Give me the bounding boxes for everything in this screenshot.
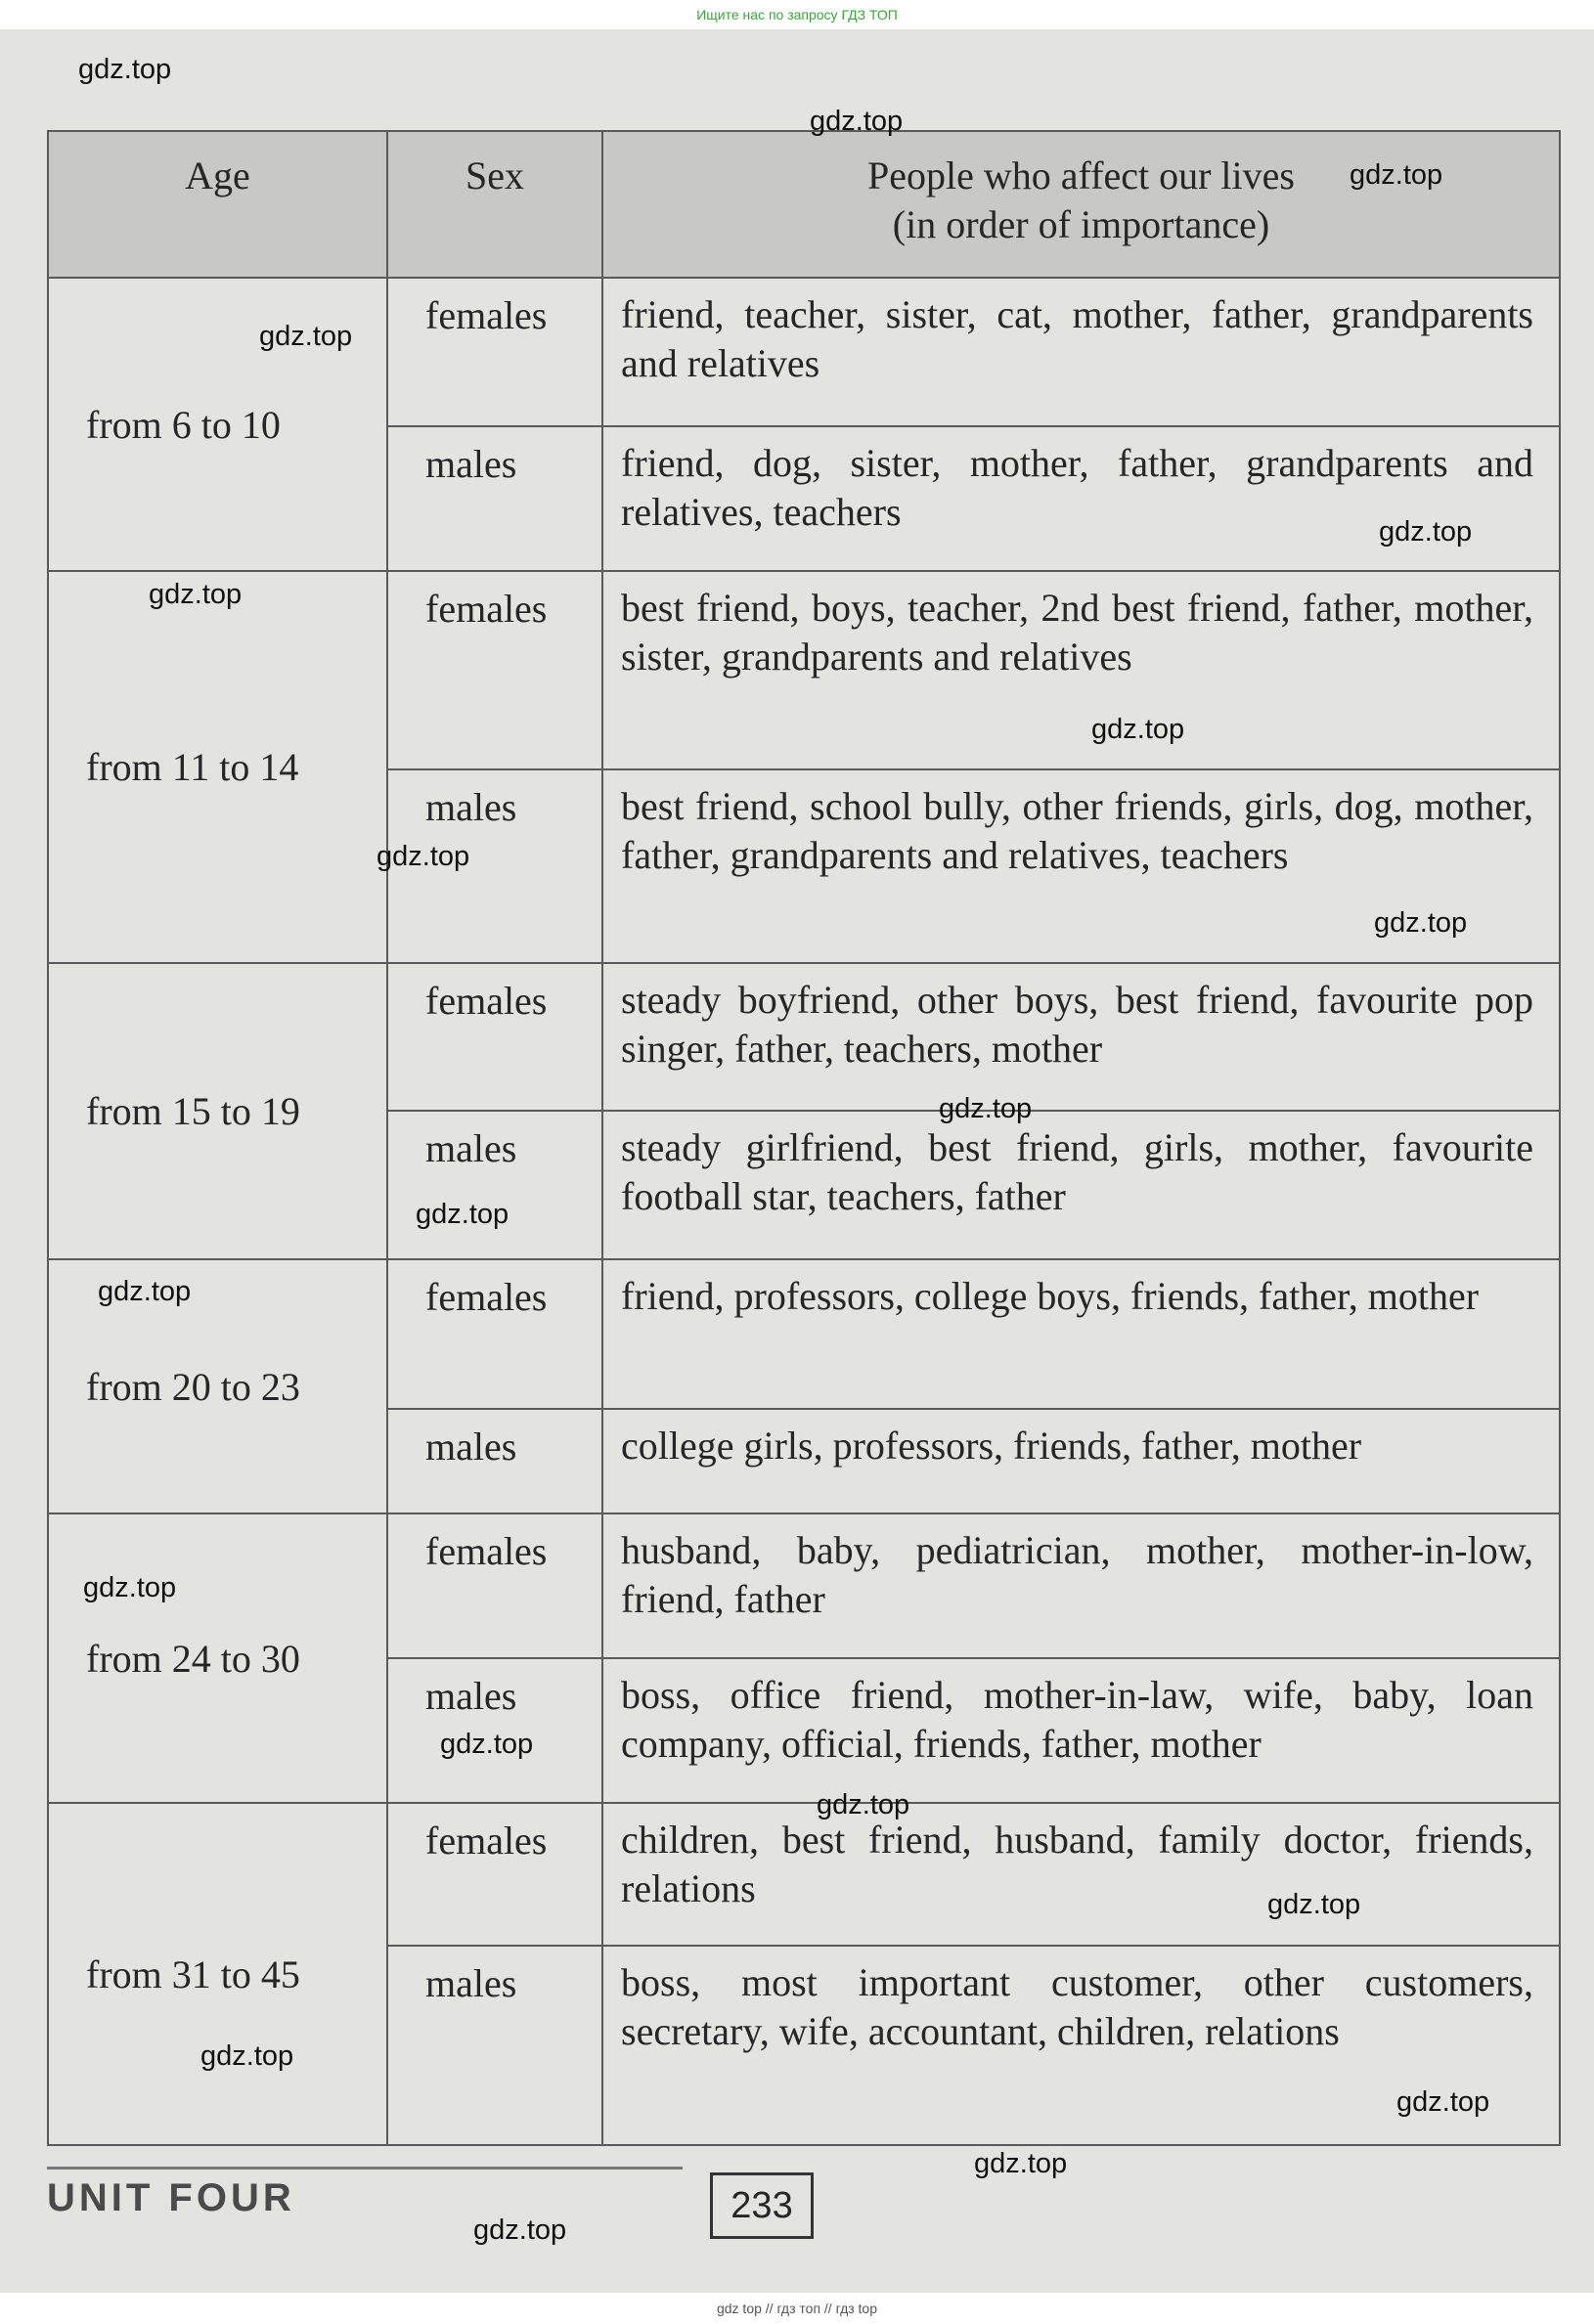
sex-cell: females bbox=[387, 278, 602, 426]
sex-cell: females bbox=[387, 571, 602, 769]
unit-label: UNIT FOUR bbox=[47, 2176, 295, 2219]
page-number: 233 bbox=[710, 2172, 814, 2239]
people-cell: best friend, boys, teacher, 2nd best friend, father, mother, sister, grandparents and relatives bbox=[602, 571, 1560, 769]
watermark: gdz.top bbox=[200, 2040, 294, 2072]
people-cell: husband, baby, pediatrician, mother, mother-in-low, friend, father bbox=[602, 1513, 1560, 1658]
people-cell: steady girlfriend, best friend, girls, mother, favourite football star, teachers, father bbox=[602, 1111, 1560, 1259]
watermark: gdz.top bbox=[149, 579, 243, 610]
sex-cell: females bbox=[387, 1259, 602, 1409]
table-row bbox=[48, 1513, 1560, 1658]
people-cell: boss, office friend, mother-in-law, wife, baby, loan company, official, friends, father, mother bbox=[602, 1658, 1560, 1803]
sex-cell: females bbox=[387, 1513, 602, 1658]
watermark: gdz.top bbox=[1267, 1889, 1361, 1920]
people-cell: college girls, professors, friends, father, mother bbox=[602, 1409, 1560, 1513]
table-row bbox=[48, 963, 1560, 1111]
age-cell: from 24 to 30 bbox=[48, 1513, 387, 1803]
age-cell: from 20 to 23 bbox=[48, 1259, 387, 1513]
sex-cell: males bbox=[387, 426, 602, 571]
table-row bbox=[48, 1803, 1560, 1946]
table-row bbox=[48, 571, 1560, 769]
header-sex: Sex bbox=[387, 131, 602, 278]
header-row bbox=[48, 131, 1560, 278]
watermark: gdz.top bbox=[1350, 159, 1443, 191]
people-cell: children, best friend, husband, family doctor, friends, relations bbox=[602, 1803, 1560, 1946]
footer-rule bbox=[47, 2167, 683, 2170]
importance-table bbox=[47, 130, 1561, 2146]
watermark: gdz.top bbox=[376, 841, 470, 872]
watermark: gdz.top bbox=[98, 1276, 192, 1307]
watermark: gdz.top bbox=[939, 1093, 1033, 1124]
watermark: gdz.top bbox=[78, 54, 172, 85]
sex-cell: males bbox=[387, 1946, 602, 2145]
watermark: gdz.top bbox=[817, 1789, 910, 1820]
top-banner[interactable]: Ищите нас по запросу ГДЗ ТОП bbox=[0, 0, 1594, 29]
watermark: gdz.top bbox=[1379, 516, 1473, 548]
watermark: gdz.top bbox=[440, 1729, 534, 1760]
sex-cell: males bbox=[387, 769, 602, 963]
header-people-line2: (in order of importance) bbox=[892, 202, 1270, 246]
age-cell: from 31 to 45 bbox=[48, 1803, 387, 2145]
watermark: gdz.top bbox=[416, 1199, 509, 1230]
sex-cell: males bbox=[387, 1409, 602, 1513]
sex-cell: females bbox=[387, 963, 602, 1111]
watermark: gdz.top bbox=[1374, 907, 1468, 939]
watermark: gdz.top bbox=[259, 321, 353, 352]
watermark: gdz.top bbox=[1396, 2086, 1490, 2118]
bottom-banner[interactable]: gdz top // гдз топ // гдз top bbox=[0, 2293, 1594, 2324]
watermark: gdz.top bbox=[83, 1572, 177, 1603]
people-cell: friend, professors, college boys, friends, father, mother bbox=[602, 1259, 1560, 1409]
age-cell: from 15 to 19 bbox=[48, 963, 387, 1259]
people-cell: steady boyfriend, other boys, best friend, favourite pop singer, father, teachers, mother bbox=[602, 963, 1560, 1111]
header-people-line1: People who affect our lives bbox=[867, 153, 1295, 197]
watermark: gdz.top bbox=[1091, 714, 1185, 745]
age-cell: from 6 to 10 bbox=[48, 278, 387, 571]
people-cell: best friend, school bully, other friends, girls, dog, mother, father, grandparents and relatives, teachers bbox=[602, 769, 1560, 963]
watermark: gdz.top bbox=[974, 2148, 1068, 2179]
people-cell: friend, teacher, sister, cat, mother, father, grandparents and relatives bbox=[602, 278, 1560, 426]
age-cell: from 11 to 14 bbox=[48, 571, 387, 963]
table-row bbox=[48, 1259, 1560, 1409]
sex-cell: males bbox=[387, 1111, 602, 1259]
sex-cell: males bbox=[387, 1658, 602, 1803]
people-cell: friend, dog, sister, mother, father, grandparents and relatives, teachers bbox=[602, 426, 1560, 571]
header-people bbox=[602, 131, 1560, 278]
header-age: Age bbox=[48, 131, 387, 278]
importance-table-container bbox=[47, 130, 1561, 2144]
watermark: gdz.top bbox=[810, 106, 904, 137]
watermark: gdz.top bbox=[473, 2214, 567, 2246]
sex-cell: females bbox=[387, 1803, 602, 1946]
people-cell: boss, most important customer, other customers, secretary, wife, accountant, children, relations bbox=[602, 1946, 1560, 2145]
